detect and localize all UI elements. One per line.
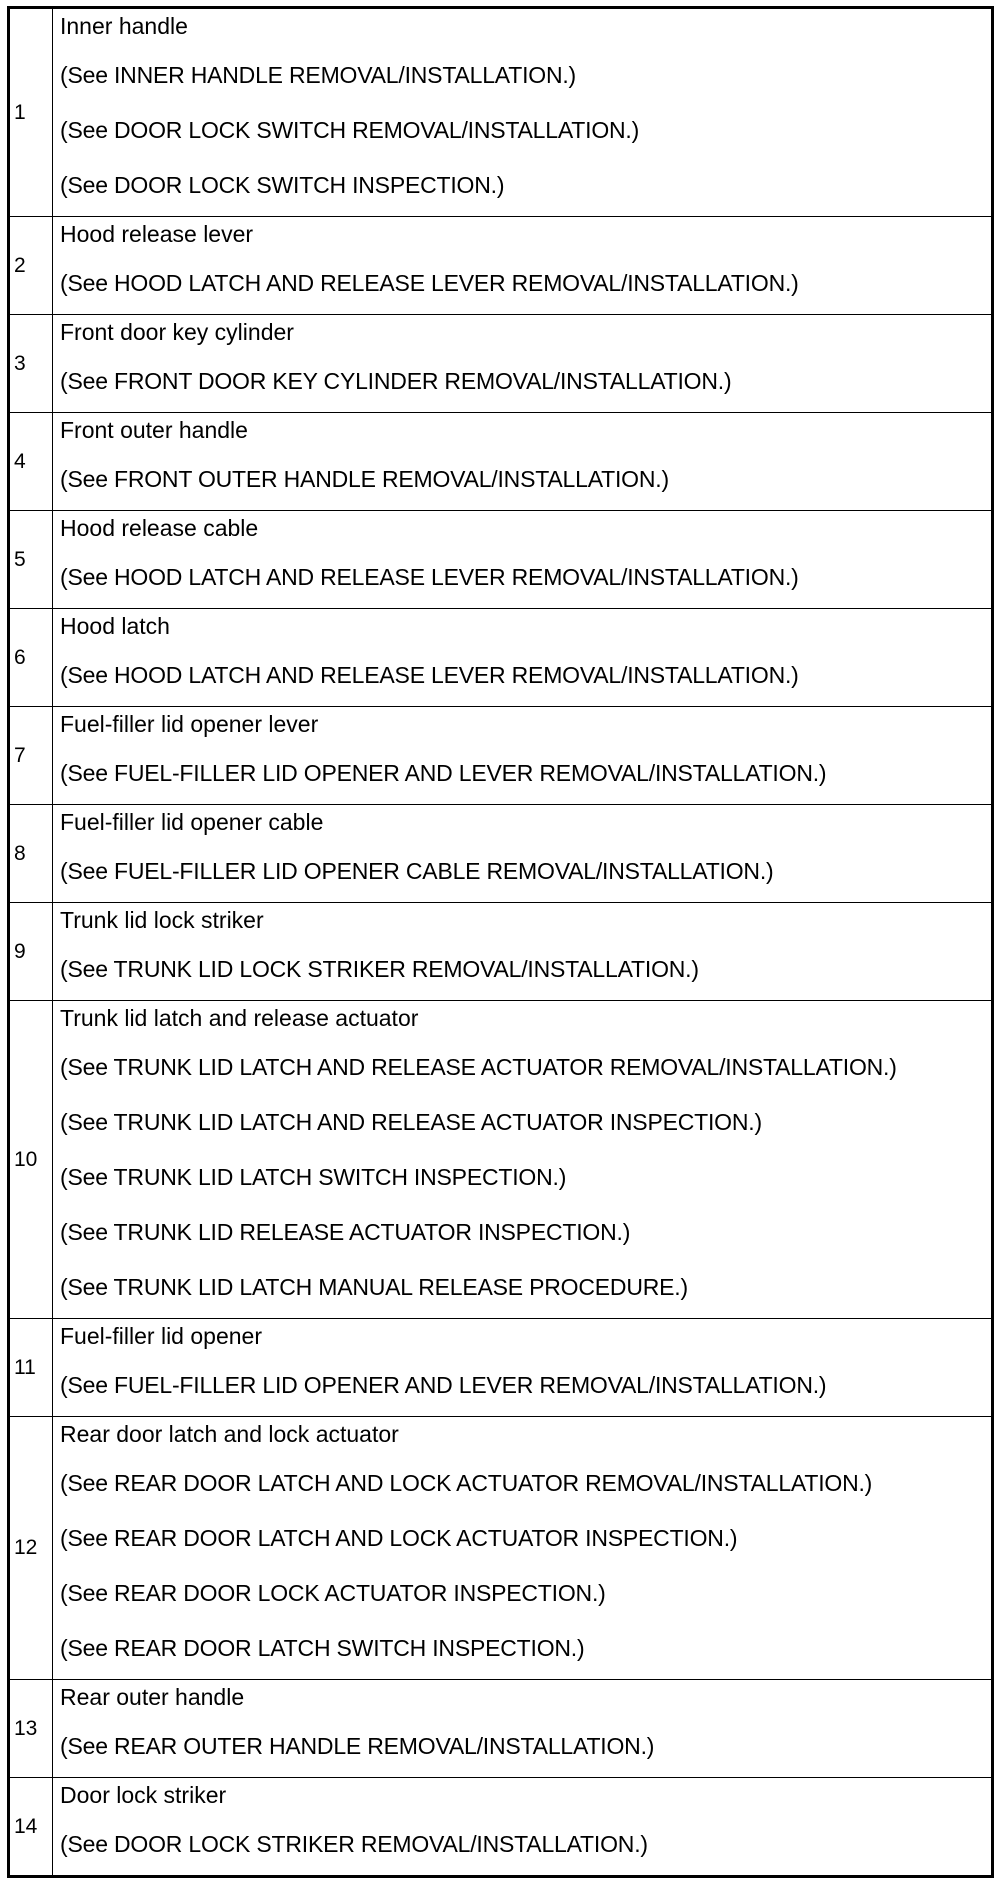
procedure-reference: (See REAR OUTER HANDLE REMOVAL/INSTALLATION.) — [60, 1733, 655, 1759]
procedure-reference: (See REAR DOOR LATCH AND LOCK ACTUATOR INSPECTION.) — [60, 1525, 738, 1551]
procedure-reference: (See DOOR LOCK STRIKER REMOVAL/INSTALLATION.) — [60, 1831, 648, 1857]
table-row — [9, 903, 993, 1001]
item-name: Trunk lid lock striker — [60, 907, 264, 933]
item-description-cell — [53, 1319, 993, 1417]
table-row — [9, 609, 993, 707]
procedure-reference: (See TRUNK LID LATCH AND RELEASE ACTUATOR INSPECTION.) — [60, 1109, 762, 1135]
procedure-reference: (See DOOR LOCK SWITCH INSPECTION.) — [60, 172, 505, 198]
procedure-reference: (See TRUNK LID RELEASE ACTUATOR INSPECTION.) — [60, 1219, 631, 1245]
procedure-reference: (See FUEL-FILLER LID OPENER AND LEVER REMOVAL/INSTALLATION.) — [60, 1372, 827, 1398]
item-description-cell — [53, 707, 993, 805]
procedure-reference: (See FUEL-FILLER LID OPENER AND LEVER REMOVAL/INSTALLATION.) — [60, 760, 827, 786]
parts-table-body — [9, 8, 993, 1877]
item-number: 4 — [9, 413, 53, 511]
procedure-reference: (See FRONT OUTER HANDLE REMOVAL/INSTALLATION.) — [60, 466, 669, 492]
procedure-reference: (See TRUNK LID LATCH AND RELEASE ACTUATOR REMOVAL/INSTALLATION.) — [60, 1054, 897, 1080]
item-number: 1 — [9, 8, 53, 217]
procedure-reference: (See HOOD LATCH AND RELEASE LEVER REMOVAL/INSTALLATION.) — [60, 564, 799, 590]
item-number: 5 — [9, 511, 53, 609]
item-description-cell — [53, 805, 993, 903]
item-number: 8 — [9, 805, 53, 903]
table-row — [9, 805, 993, 903]
item-number: 13 — [9, 1680, 53, 1778]
procedure-reference: (See HOOD LATCH AND RELEASE LEVER REMOVAL/INSTALLATION.) — [60, 270, 799, 296]
procedure-reference: (See FUEL-FILLER LID OPENER CABLE REMOVAL/INSTALLATION.) — [60, 858, 774, 884]
procedure-reference: (See REAR DOOR LATCH AND LOCK ACTUATOR REMOVAL/INSTALLATION.) — [60, 1470, 873, 1496]
item-description-cell — [53, 1778, 993, 1877]
procedure-reference: (See TRUNK LID LATCH MANUAL RELEASE PROCEDURE.) — [60, 1274, 688, 1300]
item-name: Front outer handle — [60, 417, 248, 443]
item-number: 3 — [9, 315, 53, 413]
item-name: Fuel-filler lid opener lever — [60, 711, 319, 737]
item-name: Rear door latch and lock actuator — [60, 1421, 399, 1447]
item-name: Inner handle — [60, 13, 188, 39]
item-name: Fuel-filler lid opener cable — [60, 809, 324, 835]
item-description-cell — [53, 1417, 993, 1680]
item-name: Hood release cable — [60, 515, 259, 541]
procedure-reference: (See DOOR LOCK SWITCH REMOVAL/INSTALLATION.) — [60, 117, 640, 143]
item-number: 11 — [9, 1319, 53, 1417]
item-name: Hood release lever — [60, 221, 254, 247]
item-description-cell — [53, 1680, 993, 1778]
procedure-reference: (See REAR DOOR LOCK ACTUATOR INSPECTION.) — [60, 1580, 606, 1606]
item-name: Hood latch — [60, 613, 170, 639]
item-name: Rear outer handle — [60, 1684, 245, 1710]
item-description-cell — [53, 1001, 993, 1319]
item-number: 9 — [9, 903, 53, 1001]
item-description-cell — [53, 609, 993, 707]
table-row — [9, 707, 993, 805]
item-description-cell — [53, 315, 993, 413]
item-number: 6 — [9, 609, 53, 707]
item-description-cell — [53, 903, 993, 1001]
table-row — [9, 315, 993, 413]
item-name: Door lock striker — [60, 1782, 227, 1808]
parts-reference-table — [7, 6, 994, 1878]
table-row — [9, 1417, 993, 1680]
table-row — [9, 1680, 993, 1778]
table-row — [9, 217, 993, 315]
procedure-reference: (See TRUNK LID LATCH SWITCH INSPECTION.) — [60, 1164, 567, 1190]
table-row — [9, 1319, 993, 1417]
procedure-reference: (See FRONT DOOR KEY CYLINDER REMOVAL/INSTALLATION.) — [60, 368, 732, 394]
item-name: Front door key cylinder — [60, 319, 294, 345]
procedure-reference: (See REAR DOOR LATCH SWITCH INSPECTION.) — [60, 1635, 585, 1661]
item-number: 10 — [9, 1001, 53, 1319]
item-number: 7 — [9, 707, 53, 805]
table-row — [9, 8, 993, 217]
procedure-reference: (See TRUNK LID LOCK STRIKER REMOVAL/INSTALLATION.) — [60, 956, 699, 982]
item-description-cell — [53, 8, 993, 217]
table-row — [9, 1778, 993, 1877]
procedure-reference: (See INNER HANDLE REMOVAL/INSTALLATION.) — [60, 62, 577, 88]
item-name: Fuel-filler lid opener — [60, 1323, 262, 1349]
item-description-cell — [53, 413, 993, 511]
item-name: Trunk lid latch and release actuator — [60, 1005, 419, 1031]
item-number: 12 — [9, 1417, 53, 1680]
item-number: 2 — [9, 217, 53, 315]
table-row — [9, 413, 993, 511]
table-row — [9, 511, 993, 609]
item-number: 14 — [9, 1778, 53, 1877]
item-description-cell — [53, 511, 993, 609]
item-description-cell — [53, 217, 993, 315]
procedure-reference: (See HOOD LATCH AND RELEASE LEVER REMOVAL/INSTALLATION.) — [60, 662, 799, 688]
table-row — [9, 1001, 993, 1319]
